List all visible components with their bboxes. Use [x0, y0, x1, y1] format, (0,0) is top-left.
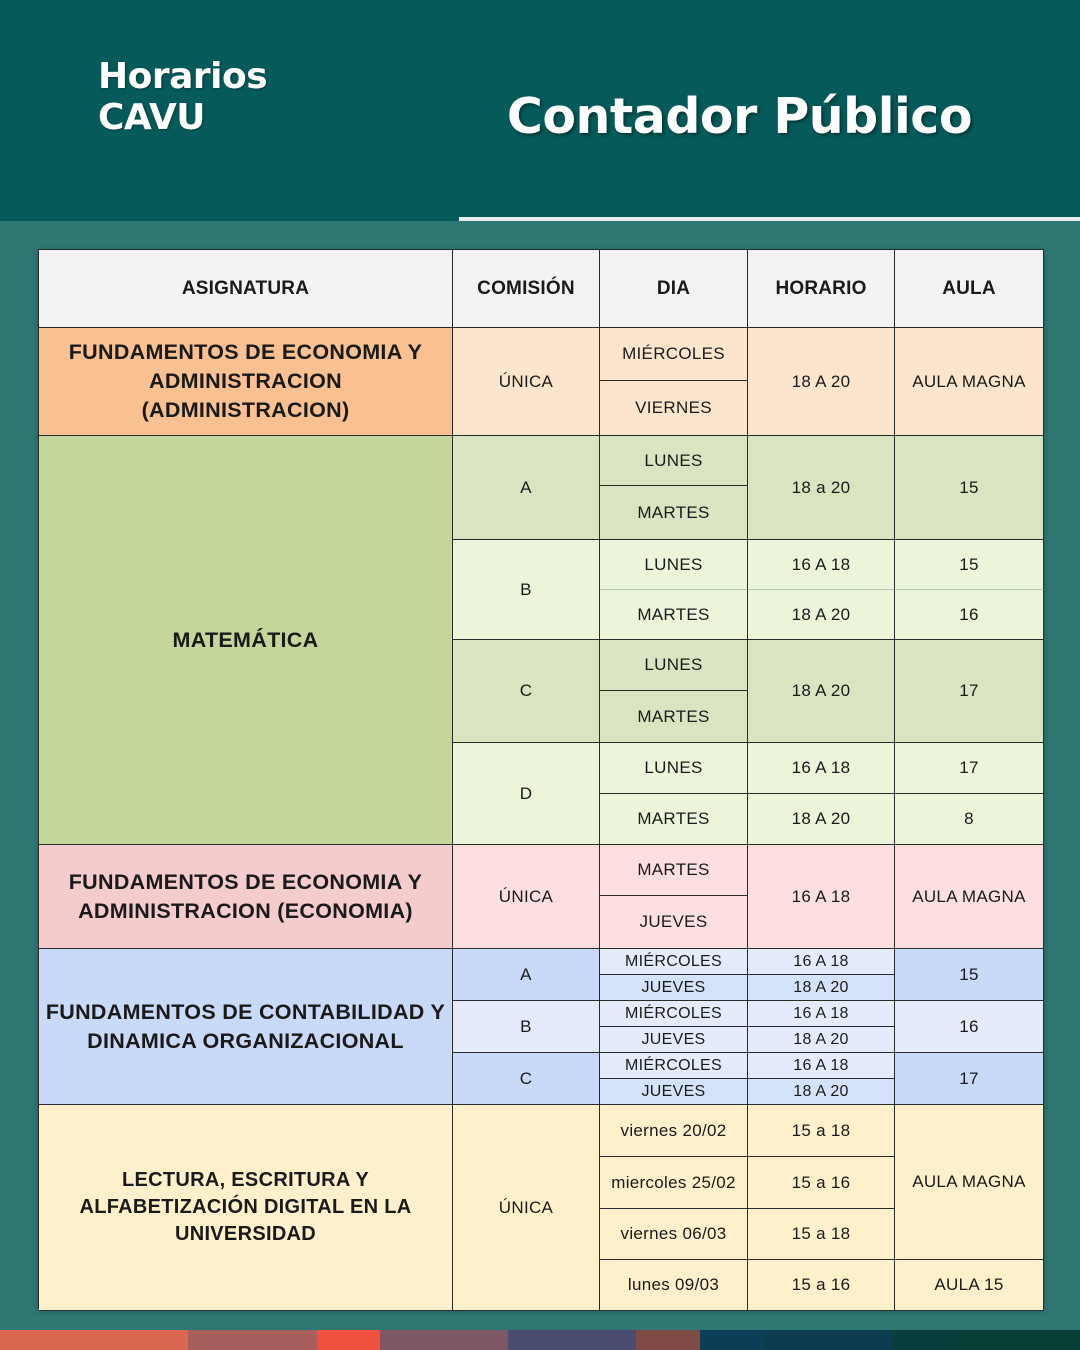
comision-cell: A: [453, 949, 600, 1001]
day-cell: MIÉRCOLES: [600, 1001, 748, 1027]
day-cell: MARTES: [600, 794, 748, 845]
comision-cell: C: [453, 1053, 600, 1105]
brand-line-2: CAVU: [98, 97, 205, 138]
comision-cell: ÚNICA: [453, 1105, 600, 1311]
horario-cell: 18 A 20: [748, 1079, 895, 1105]
column-header-aula: AULA: [895, 250, 1044, 328]
day-cell: MARTES: [600, 691, 748, 743]
footer-segment: [636, 1330, 700, 1350]
aula-cell: AULA MAGNA: [895, 845, 1044, 949]
horario-cell: 15 a 18: [748, 1209, 895, 1260]
day-cell: JUEVES: [600, 1027, 748, 1053]
horario-cell: 15 a 16: [748, 1157, 895, 1209]
comision-cell: ÚNICA: [453, 845, 600, 949]
horario-cell: 16 A 18: [748, 743, 895, 794]
comision-cell: B: [453, 540, 600, 640]
day-cell: JUEVES: [600, 975, 748, 1001]
day-cell: JUEVES: [600, 1079, 748, 1105]
header-divider: [459, 217, 1080, 221]
horario-cell: 16 A 18: [748, 540, 895, 590]
day-cell: viernes 06/03: [600, 1209, 748, 1260]
aula-cell: 15: [895, 436, 1044, 540]
day-cell: miercoles 25/02: [600, 1157, 748, 1209]
horario-cell: 16 A 18: [748, 845, 895, 949]
day-cell: MARTES: [600, 590, 748, 640]
horario-cell: 18 A 20: [748, 794, 895, 845]
day-cell: viernes 20/02: [600, 1105, 748, 1157]
brand-line-1: Horarios: [98, 56, 268, 97]
day-cell: LUNES: [600, 743, 748, 794]
aula-cell: 8: [895, 794, 1044, 845]
subject-cell: FUNDAMENTOS DE ECONOMIA Y ADMINISTRACION (ADMINISTRACION): [39, 328, 453, 436]
aula-cell: AULA 15: [895, 1260, 1044, 1311]
subject-cell: LECTURA, ESCRITURA Y ALFABETIZACIÓN DIGITAL EN LA UNIVERSIDAD: [39, 1105, 453, 1311]
column-header-comision: COMISIÓN: [453, 250, 600, 328]
footer-segment: [700, 1330, 764, 1350]
subject-cell: FUNDAMENTOS DE ECONOMIA Y ADMINISTRACION (ECONOMIA): [39, 845, 453, 949]
brand-logo: [98, 56, 267, 138]
comision-cell: C: [453, 640, 600, 743]
footer-segment: [955, 1330, 1080, 1350]
column-header-asignatura: ASIGNATURA: [39, 250, 453, 328]
aula-cell: 16: [895, 590, 1044, 640]
comision-cell: D: [453, 743, 600, 845]
footer-segment: [317, 1330, 380, 1350]
aula-cell: 17: [895, 1053, 1044, 1105]
day-cell: LUNES: [600, 436, 748, 486]
day-cell: VIERNES: [600, 381, 748, 436]
horario-cell: 16 A 18: [748, 1001, 895, 1027]
comision-cell: ÚNICA: [453, 328, 600, 436]
horario-cell: 18 A 20: [748, 328, 895, 436]
horario-cell: 18 A 20: [748, 975, 895, 1001]
subject-cell: MATEMÁTICA: [39, 436, 453, 845]
day-cell: lunes 09/03: [600, 1260, 748, 1311]
day-cell: LUNES: [600, 540, 748, 590]
horario-cell: 18 A 20: [748, 590, 895, 640]
footer-segment: [891, 1330, 955, 1350]
header-band: [0, 0, 1080, 221]
aula-cell: 17: [895, 743, 1044, 794]
day-cell: MIÉRCOLES: [600, 1053, 748, 1079]
footer-segment: [380, 1330, 508, 1350]
footer-segment: [188, 1330, 317, 1350]
horario-cell: 16 A 18: [748, 1053, 895, 1079]
aula-cell: 15: [895, 540, 1044, 590]
subject-cell: FUNDAMENTOS DE CONTABILIDAD Y DINAMICA ORGANIZACIONAL: [39, 949, 453, 1105]
column-header-horario: HORARIO: [748, 250, 895, 328]
aula-cell: AULA MAGNA: [895, 1105, 1044, 1260]
day-cell: MARTES: [600, 486, 748, 540]
horario-cell: 15 a 16: [748, 1260, 895, 1311]
footer-color-strip: [0, 1330, 1080, 1350]
comision-cell: B: [453, 1001, 600, 1053]
comision-cell: A: [453, 436, 600, 540]
aula-cell: 17: [895, 640, 1044, 743]
footer-segment: [508, 1330, 636, 1350]
footer-segment: [0, 1330, 188, 1350]
column-header-dia: DIA: [600, 250, 748, 328]
aula-cell: 15: [895, 949, 1044, 1001]
horario-cell: 16 A 18: [748, 949, 895, 975]
page-title: Contador Público: [506, 88, 972, 145]
horario-cell: 15 a 18: [748, 1105, 895, 1157]
aula-cell: AULA MAGNA: [895, 328, 1044, 436]
aula-cell: 16: [895, 1001, 1044, 1053]
horario-cell: 18 A 20: [748, 1027, 895, 1053]
day-cell: MIÉRCOLES: [600, 949, 748, 975]
horario-cell: 18 A 20: [748, 640, 895, 743]
day-cell: JUEVES: [600, 896, 748, 949]
horario-cell: 18 a 20: [748, 436, 895, 540]
schedule-table: [38, 249, 1044, 1309]
day-cell: MARTES: [600, 845, 748, 896]
day-cell: MIÉRCOLES: [600, 328, 748, 381]
day-cell: LUNES: [600, 640, 748, 691]
footer-segment: [764, 1330, 891, 1350]
